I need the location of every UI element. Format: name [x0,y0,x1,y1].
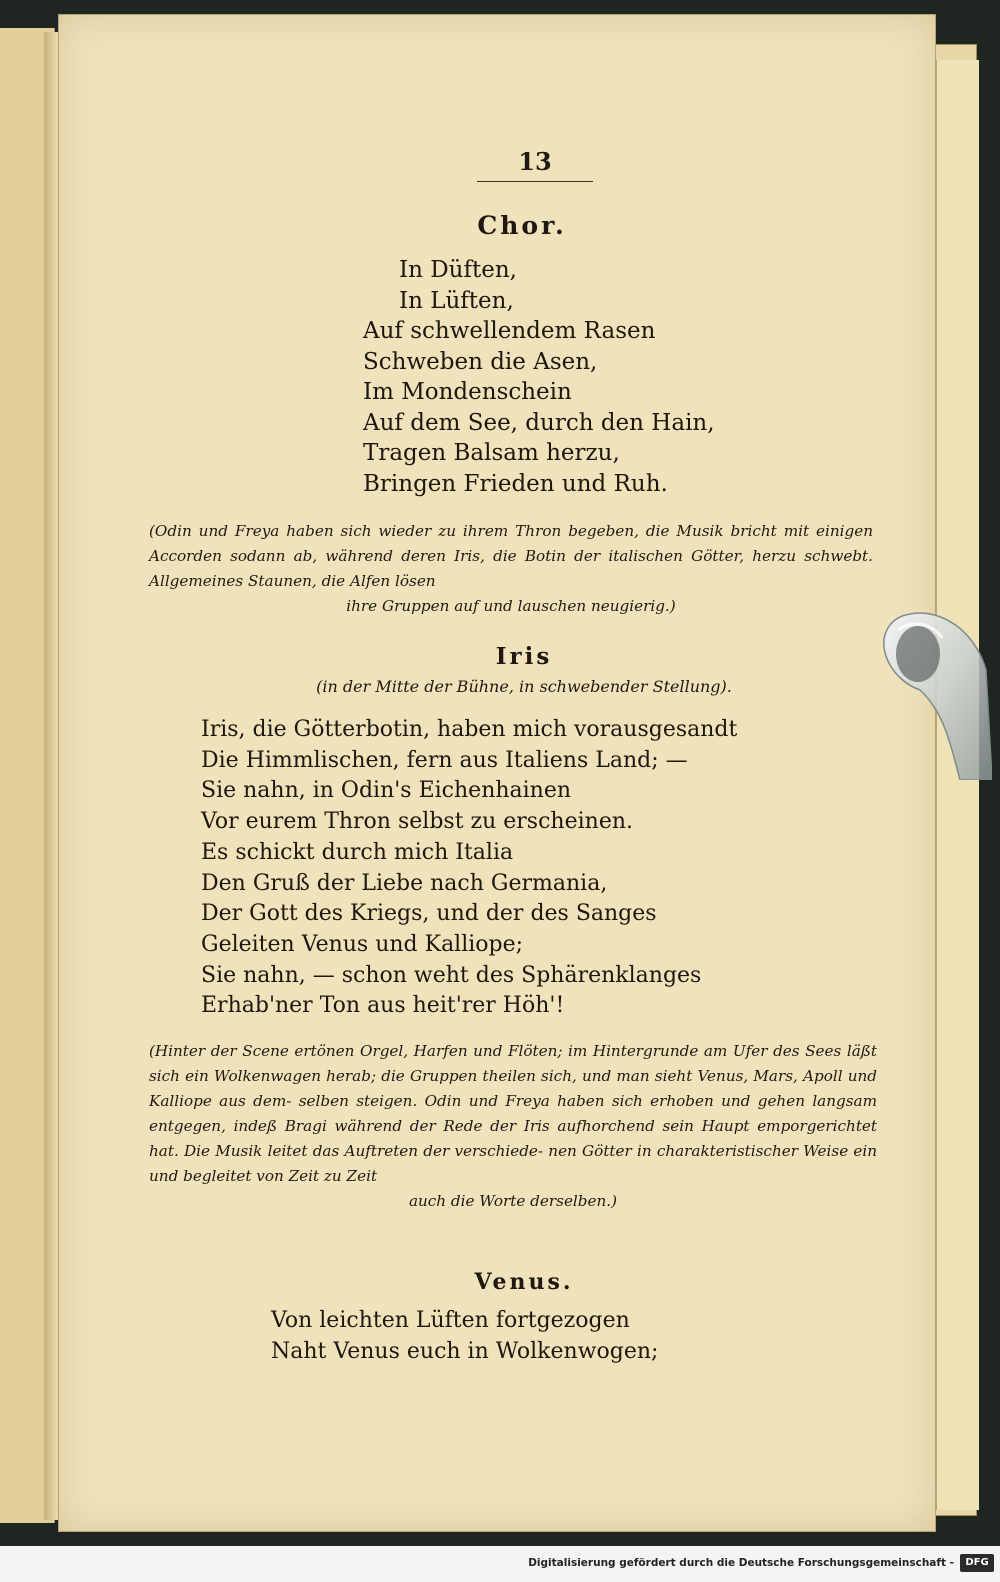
stage-direction-1 [149,519,873,619]
verse-line: Die Himmlischen, fern aus Italiens Land; — [201,747,688,773]
stage-line: Haupt emporgerichtet hat. Die Musik leitet das Auftreten der verschiede- [149,1117,878,1160]
verse-line: Auf dem See, durch den Hain, [363,409,715,436]
verse-line: Geleiten Venus und Kalliope; [201,931,524,957]
verse-line: Vor eurem Thron selbst zu erscheinen. [201,809,633,835]
verse-line: Bringen Frieden und Ruh. [363,470,668,497]
verse-line: Naht Venus euch in Wolkenwogen; [271,1339,659,1364]
stage-line-last: auch die Worte derselben.) [408,1192,618,1210]
verse-line: Der Gott des Kriegs, und der des Sanges [201,901,657,927]
verse-line: In Lüften, [399,287,514,314]
iris-verse [201,715,737,1022]
stage-direction-2 [149,1039,877,1214]
stage-line: entgegen, indeß Bragi während der Rede der Iris aufhorchend sein [149,1117,694,1135]
venus-heading: Venus. [474,1269,574,1295]
page-clip-icon [880,610,992,780]
verse-line: In Düften, [399,257,517,283]
stage-line: selben steigen. Odin und Freya haben sich erhoben und gehen langsam [298,1092,877,1110]
stage-line: bricht mit einigen Accorden sodann ab, während deren Iris, die Botin [149,522,873,565]
verse-line: Den Gruß der Liebe nach Germania, [201,870,608,896]
footer-bar [0,1546,1000,1582]
verse-line: Tragen Balsam herzu, [363,440,620,466]
stage-line: sich, und man sieht Venus, Mars, Apoll und Kalliope aus dem- [149,1067,878,1110]
verse-line: Sie nahn, in Odin's Eichenhainen [201,778,572,804]
stage-line: nen Götter in charakteristischer Weise ein und begleitet von Zeit zu Zeit [149,1142,878,1185]
chor-verse [363,255,715,499]
page-number: 13 [518,147,552,176]
chor-heading: Chor. [477,211,567,240]
verse-line: Sie nahn, — schon weht des Sphärenklanges [201,962,702,988]
iris-subtitle: (in der Mitte der Bühne, in schwebender Stellung). [316,677,732,696]
verse-line: Es schickt durch mich Italia [201,839,514,865]
stage-line: (Odin und Freya haben sich wieder zu ihrem Thron begeben, die Musik [149,522,724,540]
venus-verse [271,1305,658,1367]
verse-line: Iris, die Götterbotin, haben mich vorausgesandt [201,717,738,742]
stage-line: (Hinter der Scene ertönen Orgel, Harfen und Flöten; im Hintergrunde [149,1042,699,1060]
stage-line: am Ufer des Sees läßt sich ein Wolkenwagen herab; die Gruppen theilen [149,1042,877,1085]
page-number-rule [477,181,593,182]
stage-line-last: ihre Gruppen auf und lauschen neugierig.) [346,597,676,615]
book-page [58,14,936,1532]
verse-line: Erhab'ner Ton aus heit'rer Höh'! [201,993,565,1019]
footer-credit: Digitalisierung gefördert durch die Deutsche Forschungsgemeinschaft - [528,1557,954,1569]
verse-line: Im Mondenschein [363,379,572,405]
verse-line: Von leichten Lüften fortgezogen [271,1308,630,1333]
dfg-logo: DFG [960,1554,994,1572]
verse-line: Auf schwellendem Rasen [363,318,656,344]
verse-line: Schweben die Asen, [363,348,598,375]
stage-line: der italischen Götter, herzu schwebt. Allgemeines Staunen, die Alfen lösen [149,547,873,590]
iris-heading: Iris [495,643,553,670]
